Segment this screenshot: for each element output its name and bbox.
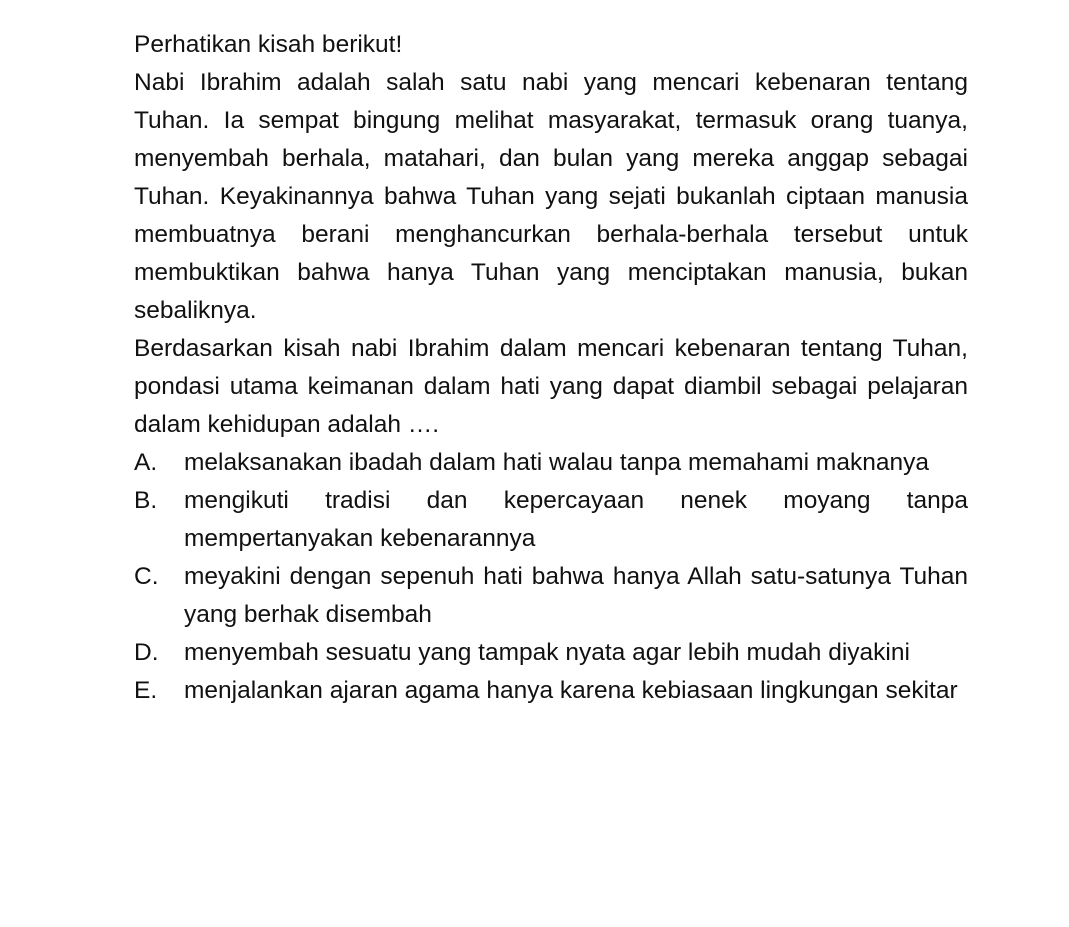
option-text: melaksanakan ibadah dalam hati walau tanpa memahami maknanya xyxy=(184,449,929,476)
question-document xyxy=(134,26,968,710)
answer-options xyxy=(134,444,968,710)
option-text: menjalankan ajaran agama hanya karena kebiasaan lingkungan sekitar xyxy=(184,677,958,704)
option-text: mengikuti tradisi dan kepercayaan nenek moyang tanpa mempertanyakan kebenarannya xyxy=(184,487,968,552)
option-letter: D. xyxy=(134,639,159,666)
option-e[interactable] xyxy=(134,672,968,710)
option-letter: A. xyxy=(134,449,158,476)
option-a[interactable] xyxy=(134,444,968,482)
option-c[interactable] xyxy=(134,558,968,634)
option-letter: B. xyxy=(134,487,158,514)
option-letter: E. xyxy=(134,677,158,704)
intro-line: Perhatikan kisah berikut! xyxy=(134,31,403,58)
option-d[interactable] xyxy=(134,634,968,672)
story-paragraph: Nabi Ibrahim adalah salah satu nabi yang mencari kebenaran tentang Tuhan. Ia sempat bingung melihat masyarakat, termasuk orang tuanya, menyembah berhala, matahari, dan bulan yang mereka anggap sebagai Tuhan. Keyakinannya bahwa Tuhan yang sejati bukanlah ciptaan manusia membuatnya berani menghancurkan berhala-berhala tersebut untuk membuktikan bahwa hanya Tuhan yang menciptakan manusia, bukan sebaliknya. xyxy=(134,69,968,324)
option-b[interactable] xyxy=(134,482,968,558)
question-paragraph: Berdasarkan kisah nabi Ibrahim dalam mencari kebenaran tentang Tuhan, pondasi utama keimanan dalam hati yang dapat diambil sebagai pelajaran dalam kehidupan adalah …. xyxy=(134,335,968,438)
option-text: meyakini dengan sepenuh hati bahwa hanya Allah satu-satunya Tuhan yang berhak disembah xyxy=(184,563,968,628)
option-text: menyembah sesuatu yang tampak nyata agar lebih mudah diyakini xyxy=(184,639,910,666)
option-letter: C. xyxy=(134,563,159,590)
